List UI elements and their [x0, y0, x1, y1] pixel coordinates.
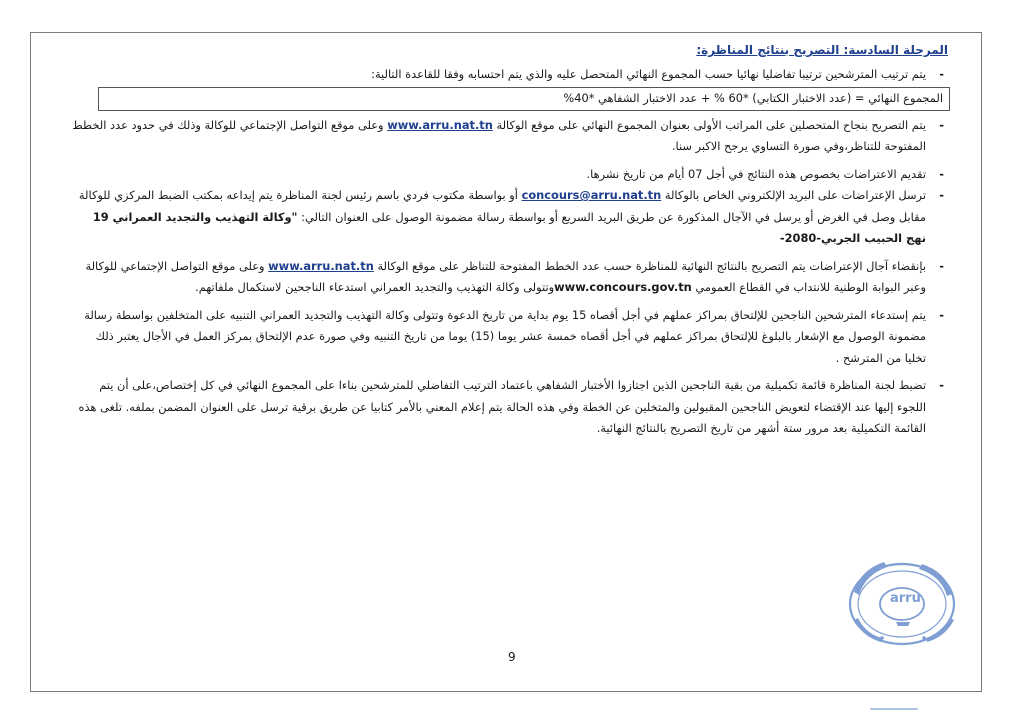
supplementary-list-item: - تضبط لجنة المناظرة قائمة تكميلية من بقية الناجحين الذين اجتازوا الأختبار الشفاهي باعتماد الترتيب التفاضلي للمترشحين بناءا على المجموع النهائي في كل إختصاص،على أن يتم اللجوء إليها عند الإقتضاء لتعويض الناجحين المقبولين والمتخلين عن الخطة وفي هذه الحالة يتم إعلام المعني بالأمر كتابيا عن طريق برقية ترسل على العنوان المضمن بملفه. تلغى هذه القائمة التكميلية بعد مرور ستة أشهر من تاريخ التصريح بالنتائج النهائية. [72, 375, 948, 440]
objections-submission-text-2: أو بواسطة مكتوب فردي باسم رئيس لجنة المناظرة يتم إيداعه بمكتب الضبط المركزي للوكالة مقابل وصل في الغرض أو يرسل في الآجال المذكورة عن طريق البريد السريع أو بواسطة رسالة مضمونة الوصول على العنوان التالي: [78, 188, 926, 224]
scan-artifact [870, 708, 918, 710]
objections-submission-text-1: ترسل الإعتراضات على البريد الإلكتروني الخاص بالوكالة [664, 188, 926, 202]
document-body [72, 40, 948, 440]
results-announcement-text-1: يتم التصريح بنجاح المتحصلين على المراتب الأولى بعنوان المجموع النهائي على موقع الوكالة [496, 117, 926, 132]
results-announcement-text-2: وعلى موقع التواصل الإجتماعي للوكالة وذلك في حدود عدد الخطط المفتوحة للتناظر،وفي صورة التساوي يرجح الاكبر سنا. [72, 117, 926, 153]
objections-deadline-item: - تقديم الاعتراضات بخصوص هذه النتائج في أجل 07 أيام من تاريخ نشرها. [72, 164, 948, 186]
agency-website-link-2[interactable]: www.arru.nat.tn [268, 258, 374, 273]
agency-seal-graphic [840, 552, 968, 650]
objections-submission-item [72, 185, 948, 250]
agency-seal-icon [840, 552, 968, 650]
contest-email-link[interactable]: concours@arru.nat.tn [521, 188, 662, 202]
results-announcement-item [72, 115, 948, 158]
final-results-text-3: وتتولى وكالة التهذيب والتجديد العمراني استدعاء الناجحين لاستكمال ملفاتهم. [195, 280, 555, 294]
agency-website-link[interactable]: www.arru.nat.tn [387, 117, 493, 132]
ranking-rule-item: - يتم ترتيب المترشحين ترتيبا تفاضليا نهائيا حسب المجموع النهائي المتحصل عليه والذي يتم احتسابه وفقا للقاعدة التالية: [72, 64, 948, 86]
final-results-text-2: وعلى موقع التواصل الإجتماعي للوكالة وعبر البوابة الوطنية للانتداب في القطاع العمومي [85, 258, 926, 294]
page-number: 9 [508, 650, 516, 664]
concours-portal-link[interactable]: www.concours.gov.tn [554, 280, 692, 294]
onboarding-summons-item: - يتم إستدعاء المترشحين الناجحين للإلتحاق بمراكز عملهم في أجل أقصاه 15 يوم بداية من تاريخ الدعوة وتتولى وكالة التهذيب والتجديد العمراني التنبيه على المتخلفين بواسطة رسالة مضمونة الوصول مع الإشعار بالبلوغ للإلتحاق بمراكز عملهم في أجل أقصاه خمسة عشر يوما (15) يوما من تاريخ التنبيه وفي صورة عدم الإلتحاق بمركز العمل في الأجال يعتبر ذلك تخليا من المترشح . [72, 305, 948, 370]
final-score-formula: المجموع النهائي = (عدد الاختبار الكتابي) *60 % + عدد الاختبار الشفاهي *40% [98, 87, 950, 111]
final-results-item [72, 256, 948, 299]
svg-text:arru: arru [890, 591, 921, 606]
agency-postal-address: "وكالة التهذيب والتجديد العمراني 19 نهج الحبيب الجربي-2080- [92, 209, 926, 245]
final-results-text-1: بإنقضاء آجال الإعتراضات يتم التصريح بالنتائج النهائية للمناظرة حسب عدد الخطط المفتوحة للتناظر على موقع الوكالة [377, 258, 926, 273]
section-heading: المرحلة السادسة: التصريح بنتائج المناظرة: [696, 43, 948, 57]
